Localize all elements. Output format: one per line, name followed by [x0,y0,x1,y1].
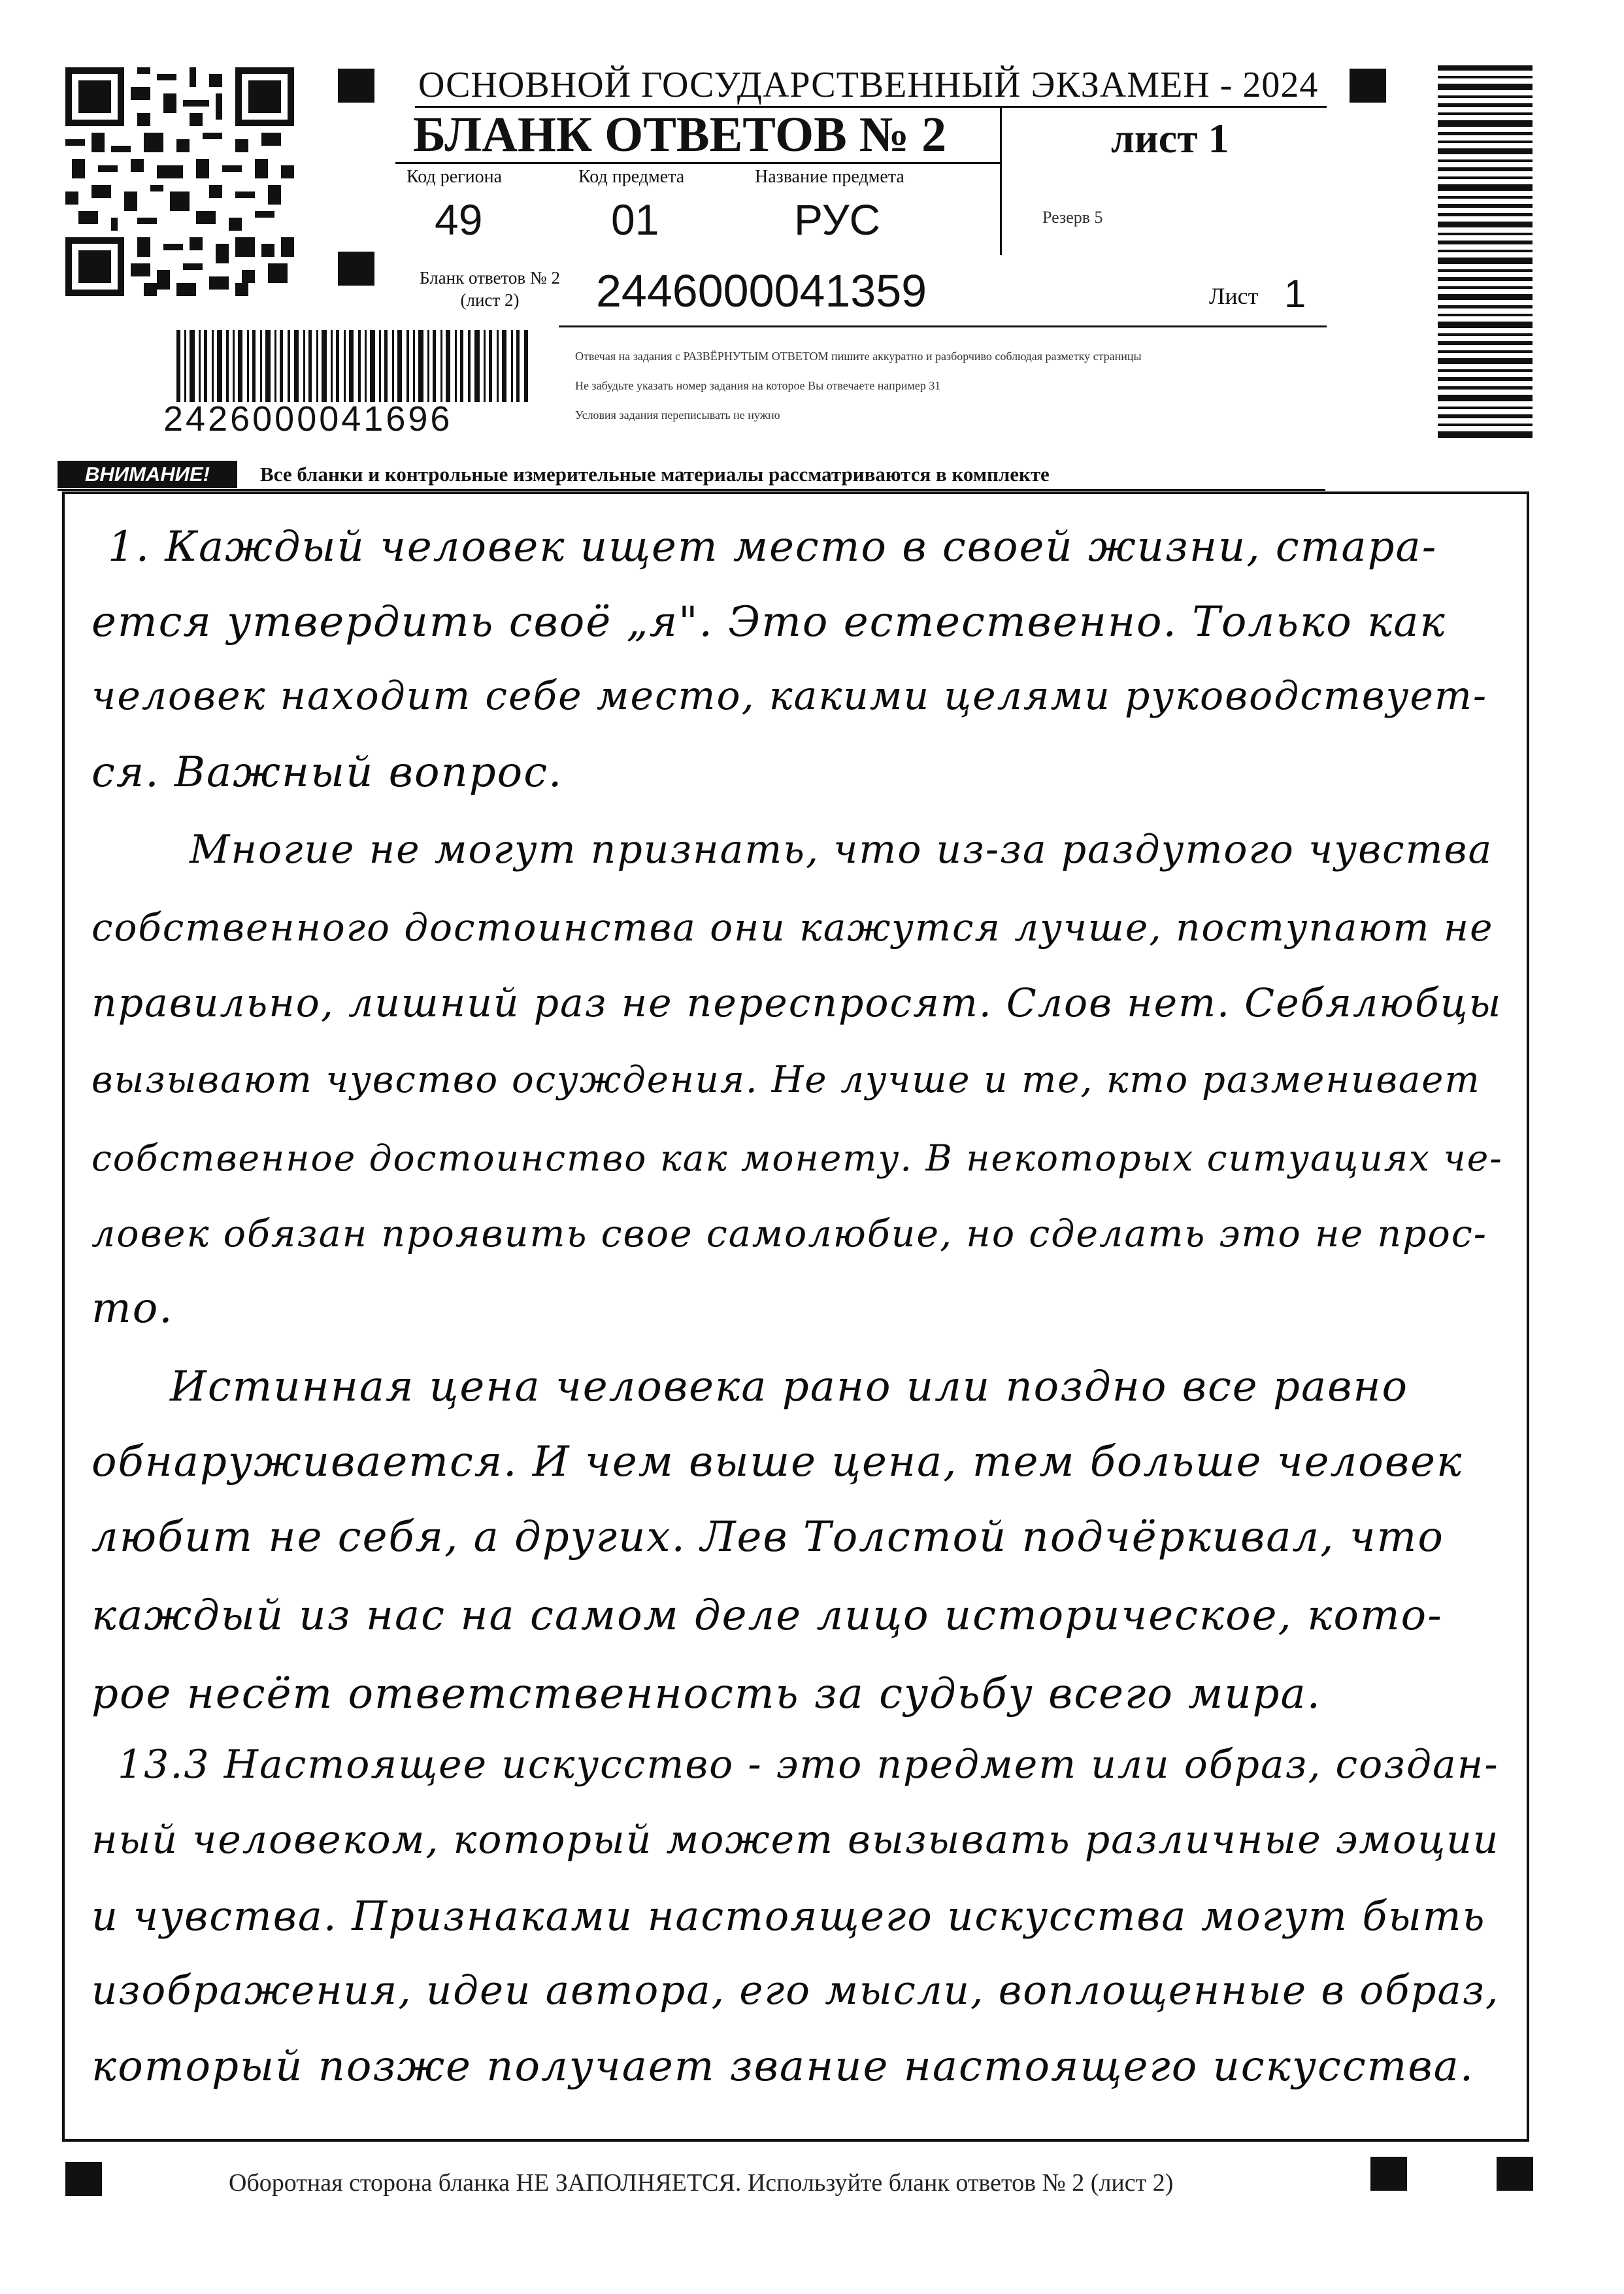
handwritten-line: рое несёт ответственность за судьбу всего мира. [91,1670,1321,1718]
handwritten-line: ный человеком, который может вызывать различные эмоции [91,1817,1500,1863]
attention-text: Все бланки и контрольные измерительные материалы рассматриваются в комплекте [260,463,1050,486]
barcode-icon [176,330,529,402]
handwritten-line: 1. Каждый человек ищет место в своей жизни, стара- [108,523,1438,571]
handwritten-line: который позже получает звание настоящего искусства. [91,2042,1475,2091]
instruction-note: Не забудьте указать номер задания на которое Вы отвечаете например 31 [575,379,941,392]
subject-name-label: Название предмета [755,167,904,187]
divider [559,325,1327,327]
blank-title: БЛАНК ОТВЕТОВ № 2 [413,107,947,162]
handwritten-line: вызывают чувство осуждения. Не лучше и те, кто разменивает [91,1059,1481,1101]
subject-name-value: РУС [794,195,881,244]
exam-title: ОСНОВНОЙ ГОСУДАРСТВЕННЫЙ ЭКЗАМЕН - 2024 [418,65,1319,105]
handwritten-line: Истинная цена человека рано или поздно все равно [170,1363,1409,1411]
vertical-barcode-icon [1438,65,1533,444]
subject-code-label: Код предмета [578,167,685,187]
sheet-number-label: Лист [1209,283,1259,309]
answers-sheet-label-line2: (лист 2) [460,290,520,310]
region-label: Код региона [406,167,503,187]
registration-marker-bottom-left [65,2162,102,2196]
reserve-label: Резерв 5 [1042,208,1103,227]
registration-marker-top-right [1350,69,1386,103]
answers-sheet-label-line1: Бланк ответов № 2 [420,268,560,288]
registration-marker-bottom-right-1 [1370,2157,1407,2191]
qr-code-icon [65,67,294,296]
registration-marker-top-left [338,69,374,103]
handwritten-line: ловек обязан проявить свое самолюбие, но сделать это не прос- [91,1212,1488,1255]
handwritten-line: 13.3 Настоящее искусство - это предмет или образ, создан- [118,1742,1499,1787]
region-value: 49 [435,195,483,244]
sheet-label: лист 1 [1111,115,1229,161]
form-number: 2446000041359 [596,265,927,316]
handwritten-line: любит не себя, а других. Лев Толстой подчёркивал, что [91,1513,1444,1561]
subject-code-value: 01 [611,195,659,244]
handwritten-line: каждый из нас на самом деле лицо историческое, кото- [91,1591,1443,1640]
registration-marker-mid-left [338,252,374,286]
handwritten-line: Многие не могут признать, что из-за раздутого чувства [190,827,1493,873]
barcode-number: 2426000041696 [163,399,453,439]
handwritten-line: обнаруживается. И чем выше цена, тем больше человек [91,1438,1463,1486]
handwritten-line: собственное достоинство как монету. В некоторых ситуациях че- [91,1137,1503,1179]
handwritten-line: ся. Важный вопрос. [91,748,563,797]
handwritten-line: человек находит себе место, какими целями руководствует- [91,673,1488,719]
footer-text: Оборотная сторона бланка НЕ ЗАПОЛНЯЕТСЯ. Используйте бланк ответов № 2 (лист 2) [229,2169,1174,2197]
answers-sheet-label [400,267,580,311]
handwritten-line: и чувства. Признаками настоящего искусства могут быть [91,1892,1486,1940]
handwritten-line: изображения, идеи автора, его мысли, воплощенные в образ, [91,1967,1500,2014]
handwritten-line: правильно, лишний раз не переспросят. Слов нет. Себялюбцы [91,980,1502,1026]
attention-badge: ВНИМАНИЕ! [58,461,237,488]
divider [58,489,1325,491]
sheet-number-value: 1 [1284,272,1306,316]
handwritten-line: то. [91,1284,174,1333]
divider [395,162,1000,164]
handwritten-line: ется утвердить своё „я". Это естественно. Только как [91,598,1446,646]
registration-marker-bottom-right-2 [1497,2157,1533,2191]
handwritten-line: собственного достоинства они кажутся лучше, поступают не [91,905,1494,950]
instruction-note: Отвечая на задания с РАЗВЁРНУТЫМ ОТВЕТОМ пишите аккуратно и разборчиво соблюдая разметку страницы [575,350,1142,363]
divider [1000,108,1002,255]
instruction-note: Условия задания переписывать не нужно [575,408,780,422]
